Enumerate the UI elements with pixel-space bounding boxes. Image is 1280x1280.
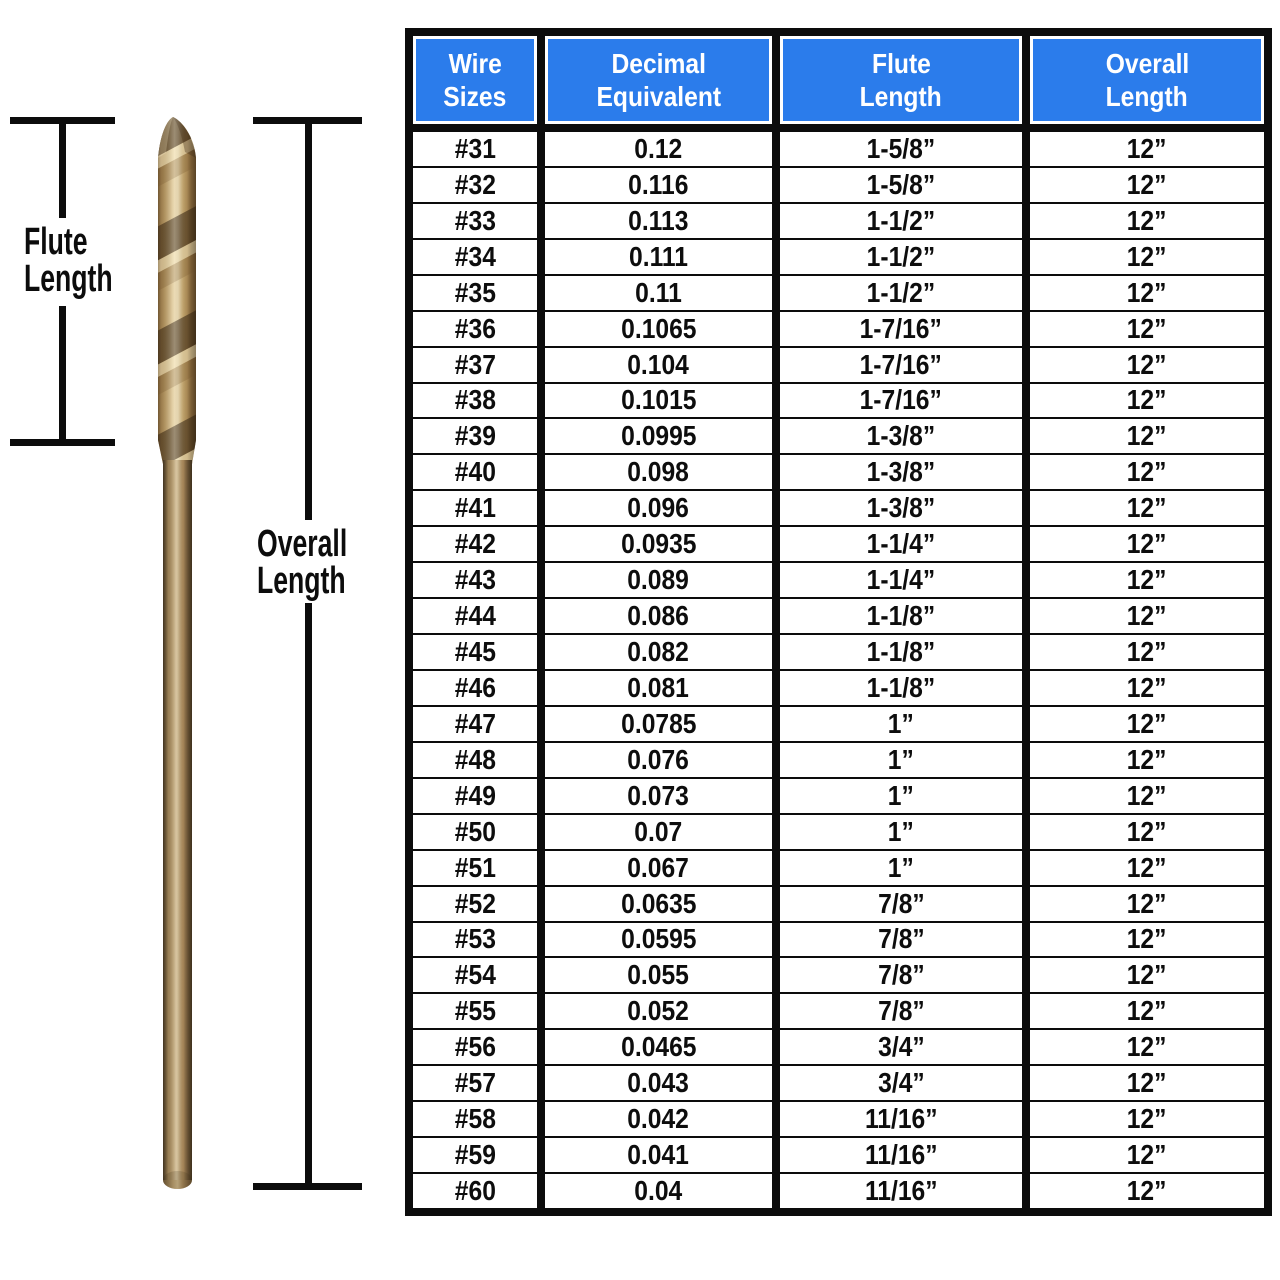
decimal-equivalent-cell: 0.0465 [545,1030,772,1064]
flute-length-cell: 1-1/8” [780,599,1022,633]
flute-length-cell: 1” [780,851,1022,885]
flute-length-cell: 1-7/16” [780,384,1022,418]
decimal-equivalent-cell: 0.082 [545,635,772,669]
header-flute-length [780,36,1022,124]
decimal-equivalent-cell: 0.0595 [545,923,772,957]
flute-length-cell: 7/8” [780,887,1022,921]
decimal-equivalent-cell: 0.111 [545,240,772,274]
decimal-equivalent-cell: 0.076 [545,743,772,777]
header-decimal-equivalent [545,36,772,124]
overall-length-cell: 12” [1030,635,1264,669]
decimal-equivalent-cell: 0.104 [545,348,772,382]
table-header-row [413,36,1264,124]
wire-size-cell: #33 [413,204,537,238]
flute-length-cell: 1-7/16” [780,312,1022,346]
wire-size-cell: #46 [413,671,537,705]
header-wire-sizes-line1: Wire [448,48,502,79]
header-decimal-line2: Equivalent [596,81,721,112]
wire-size-cell: #60 [413,1174,537,1208]
wire-size-cell: #49 [413,779,537,813]
wire-size-cell: #32 [413,168,537,202]
decimal-equivalent-cell: 0.113 [545,204,772,238]
wire-size-cell: #51 [413,851,537,885]
flute-dim-line-upper [59,117,66,218]
wire-size-cell: #34 [413,240,537,274]
wire-size-spec-table [405,28,1272,1216]
overall-length-label-line2: Length [257,560,346,602]
wire-size-cell: #52 [413,887,537,921]
decimal-equivalent-cell: 0.073 [545,779,772,813]
overall-length-cell: 12” [1030,348,1264,382]
flute-length-cell: 1” [780,779,1022,813]
header-wire-sizes [413,36,537,124]
wire-size-cell: #59 [413,1138,537,1172]
wire-size-cell: #37 [413,348,537,382]
overall-length-cell: 12” [1030,563,1264,597]
decimal-equivalent-cell: 0.116 [545,168,772,202]
table-body [413,132,1264,1208]
flute-length-cell: 1-3/8” [780,419,1022,453]
decimal-equivalent-cell: 0.0995 [545,419,772,453]
wire-size-cell: #35 [413,276,537,310]
decimal-equivalent-cell: 0.081 [545,671,772,705]
wire-size-cell: #48 [413,743,537,777]
decimal-equivalent-cell: 0.043 [545,1066,772,1100]
flute-length-cell: 3/4” [780,1066,1022,1100]
flute-dim-line-lower [59,306,66,446]
wire-size-cell: #42 [413,527,537,561]
wire-size-cell: #58 [413,1102,537,1136]
overall-length-label [257,523,348,602]
flute-length-cell: 1-1/2” [780,276,1022,310]
header-overall-length [1030,36,1264,124]
flute-length-cell: 11/16” [780,1174,1022,1208]
overall-length-cell: 12” [1030,240,1264,274]
decimal-equivalent-cell: 0.04 [545,1174,772,1208]
decimal-equivalent-cell: 0.12 [545,132,772,166]
wire-size-cell: #47 [413,707,537,741]
flute-length-cell: 11/16” [780,1102,1022,1136]
flute-length-label-line2: Length [24,258,113,300]
overall-length-cell: 12” [1030,707,1264,741]
flute-length-cell: 1-1/2” [780,204,1022,238]
overall-length-cell: 12” [1030,887,1264,921]
header-overall-line2: Length [1105,81,1189,112]
overall-length-cell: 12” [1030,527,1264,561]
wire-size-cell: #31 [413,132,537,166]
wire-size-cell: #54 [413,958,537,992]
flute-length-cell: 1-3/8” [780,491,1022,525]
wire-size-cell: #40 [413,455,537,489]
flute-length-cell: 3/4” [780,1030,1022,1064]
overall-length-cell: 12” [1030,204,1264,238]
wire-size-cell: #39 [413,419,537,453]
overall-length-cell: 12” [1030,312,1264,346]
overall-length-cell: 12” [1030,384,1264,418]
wire-size-cell: #38 [413,384,537,418]
flute-length-cell: 1” [780,743,1022,777]
decimal-equivalent-cell: 0.11 [545,276,772,310]
drill-flute-section [152,112,202,472]
wire-size-cell: #50 [413,815,537,849]
flute-length-cell: 1-1/4” [780,563,1022,597]
overall-length-cell: 12” [1030,491,1264,525]
wire-size-cell: #55 [413,994,537,1028]
flute-length-cell: 1-7/16” [780,348,1022,382]
overall-length-cell: 12” [1030,1102,1264,1136]
flute-length-cell: 1-3/8” [780,455,1022,489]
drill-shank [163,460,192,1189]
decimal-equivalent-cell: 0.1015 [545,384,772,418]
overall-length-cell: 12” [1030,923,1264,957]
decimal-equivalent-cell: 0.041 [545,1138,772,1172]
decimal-equivalent-cell: 0.0785 [545,707,772,741]
decimal-equivalent-cell: 0.0935 [545,527,772,561]
overall-length-cell: 12” [1030,743,1264,777]
decimal-equivalent-cell: 0.052 [545,994,772,1028]
flute-length-label [24,221,113,300]
flute-length-cell: 7/8” [780,994,1022,1028]
overall-length-cell: 12” [1030,994,1264,1028]
decimal-equivalent-cell: 0.089 [545,563,772,597]
overall-length-cell: 12” [1030,132,1264,166]
header-wire-sizes-line2: Sizes [443,81,507,112]
flute-length-cell: 1-1/8” [780,635,1022,669]
overall-length-cell: 12” [1030,1174,1264,1208]
flute-length-cell: 1” [780,707,1022,741]
flute-length-cell: 1-5/8” [780,168,1022,202]
drill-bit-photo [152,112,202,1194]
overall-length-cell: 12” [1030,1066,1264,1100]
overall-dim-bottom-bar [253,1183,362,1190]
flute-length-cell: 11/16” [780,1138,1022,1172]
decimal-equivalent-cell: 0.0635 [545,887,772,921]
header-decimal-line1: Decimal [611,48,706,79]
wire-size-cell: #43 [413,563,537,597]
header-overall-line1: Overall [1105,48,1189,79]
decimal-equivalent-cell: 0.1065 [545,312,772,346]
flute-length-label-line1: Flute [24,221,88,263]
overall-length-cell: 12” [1030,851,1264,885]
overall-length-cell: 12” [1030,276,1264,310]
header-flute-line1: Flute [871,48,931,79]
decimal-equivalent-cell: 0.042 [545,1102,772,1136]
overall-length-cell: 12” [1030,815,1264,849]
overall-length-cell: 12” [1030,1138,1264,1172]
flute-length-cell: 7/8” [780,958,1022,992]
overall-length-cell: 12” [1030,599,1264,633]
overall-length-label-line1: Overall [257,523,348,565]
overall-length-cell: 12” [1030,1030,1264,1064]
wire-size-cell: #56 [413,1030,537,1064]
overall-length-cell: 12” [1030,779,1264,813]
overall-dim-line-lower [305,603,312,1190]
decimal-equivalent-cell: 0.098 [545,455,772,489]
overall-length-cell: 12” [1030,671,1264,705]
wire-size-cell: #57 [413,1066,537,1100]
flute-length-cell: 1-5/8” [780,132,1022,166]
decimal-equivalent-cell: 0.096 [545,491,772,525]
wire-size-cell: #53 [413,923,537,957]
overall-dim-line-upper [305,117,312,520]
overall-length-cell: 12” [1030,168,1264,202]
decimal-equivalent-cell: 0.055 [545,958,772,992]
flute-length-cell: 1-1/2” [780,240,1022,274]
wire-size-cell: #45 [413,635,537,669]
wire-size-cell: #36 [413,312,537,346]
wire-size-cell: #44 [413,599,537,633]
flute-length-cell: 1-1/4” [780,527,1022,561]
flute-length-cell: 1” [780,815,1022,849]
overall-length-cell: 12” [1030,958,1264,992]
decimal-equivalent-cell: 0.086 [545,599,772,633]
decimal-equivalent-cell: 0.067 [545,851,772,885]
header-flute-line2: Length [859,81,943,112]
overall-length-cell: 12” [1030,419,1264,453]
flute-dim-bottom-bar [10,439,115,446]
flute-length-cell: 7/8” [780,923,1022,957]
flute-length-cell: 1-1/8” [780,671,1022,705]
overall-length-cell: 12” [1030,455,1264,489]
decimal-equivalent-cell: 0.07 [545,815,772,849]
wire-size-cell: #41 [413,491,537,525]
